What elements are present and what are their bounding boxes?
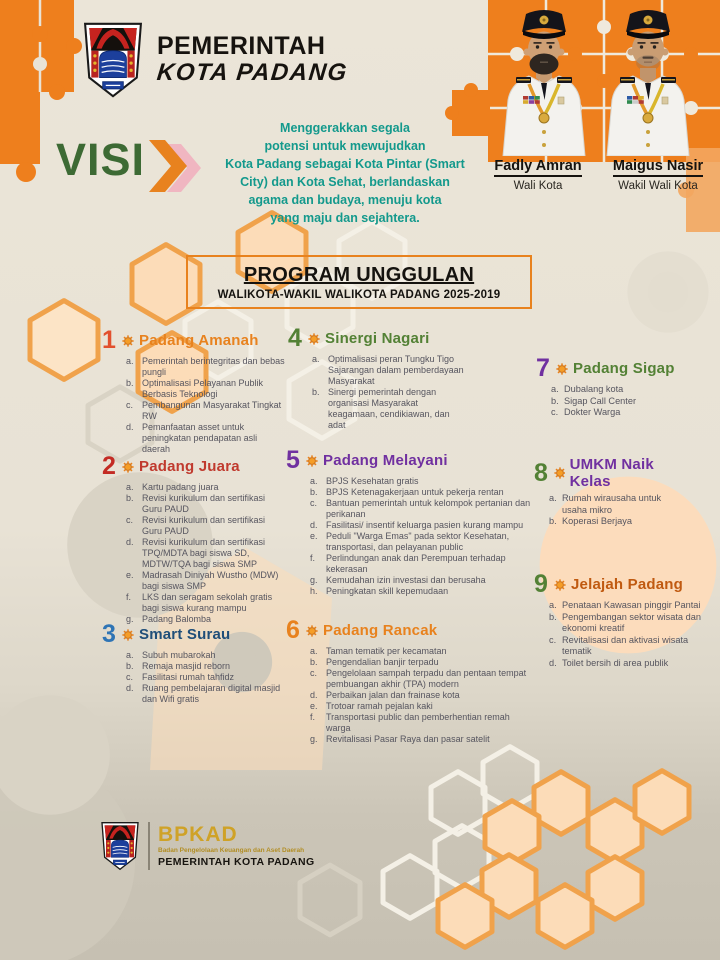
program-sublist [534, 493, 684, 528]
program-item-2 [102, 454, 286, 625]
star-bullet-icon [556, 363, 568, 375]
program-item-3 [102, 622, 286, 705]
program-subitem: a. Pemerintah berintegritas dan bebas pungli [126, 356, 285, 377]
mayor-name: Fadly Amran [494, 158, 581, 177]
bpkad-org: PEMERINTAH KOTA PADANG [158, 856, 315, 868]
program-item-7 [536, 356, 686, 419]
program-subitem: a. Subuh mubarokah [126, 650, 216, 660]
program-heading [536, 356, 686, 381]
program-heading [288, 326, 468, 351]
program-subitem: b. Koperasi Berjaya [549, 516, 632, 526]
star-bullet-icon [122, 629, 134, 641]
program-name: UMKM Naik Kelas [569, 456, 654, 490]
program-sublist [534, 600, 710, 669]
program-sublist [102, 650, 286, 705]
program-item-5 [286, 448, 534, 597]
program-subtitle: WALIKOTA-WAKIL WALIKOTA PADANG 2025-2019 [217, 288, 501, 301]
program-subitem: e. Trotoar ramah pejalan kaki [310, 701, 433, 711]
program-subitem: a. Kartu padang juara [126, 482, 219, 492]
program-sublist [286, 646, 534, 745]
program-name: Padang Rancak [323, 622, 438, 639]
program-subitem: g. Kemudahan izin investasi dan berusaha [310, 575, 486, 585]
program-sublist [536, 384, 686, 419]
program-subitem: b. Sigap Call Center [551, 395, 637, 406]
program-subitem: g. Revitalisasi Pasar Raya dan pasar satelit [310, 734, 490, 744]
program-subitem: d. Toilet bersih di area publik [549, 657, 669, 668]
star-bullet-icon [306, 625, 318, 637]
program-number: 1 [102, 326, 116, 354]
program-subitem: c. Dokter Warga [551, 407, 621, 417]
program-subitem: d. Fasilitasi/ insentif keluarga pasien kurang mampu [310, 520, 524, 530]
program-sublist [288, 354, 468, 431]
org-name-line1: PEMERINTAH [157, 31, 326, 60]
visi-text: Menggerakkan segala potensi untuk mewujudkan Kota Padang sebagai Kota Pintar (Smart City) dan Kota Sehat, berlandaskan agama dan budaya, menuju kota yang maju dan sejahtera. [225, 121, 465, 225]
program-subitem: b. Pengendalian banjir terpadu [310, 657, 439, 667]
program-number: 9 [534, 570, 548, 598]
program-item-8 [534, 456, 684, 528]
program-subitem: c. Revitalisasi dan aktivasi wisata tematik [549, 634, 689, 656]
program-subitem: a. BPJS Kesehatan gratis [310, 476, 419, 486]
program-subitem: c. Fasilitasi rumah tahfidz [126, 672, 235, 682]
program-number: 8 [534, 458, 548, 487]
program-subitem: d. Ruang pembelajaran digital masjid dan Wifi gratis [126, 683, 281, 704]
program-title-box [186, 255, 532, 309]
star-bullet-icon [554, 467, 565, 479]
program-number: 7 [536, 354, 550, 382]
program-subitem: b. Pengembangan sektor wisata dan ekonomi kreatif [549, 611, 701, 633]
mayor-name-block [478, 157, 598, 192]
org-name-line2: KOTA PADANG [155, 59, 350, 87]
program-name: Padang Sigap [573, 360, 675, 377]
program-number: 5 [286, 446, 300, 474]
mayor-title: Wali Kota [513, 180, 563, 192]
visi-label: VISI [56, 134, 146, 185]
bpkad-footer [100, 820, 315, 872]
program-subitem: a. Penataan Kawasan pinggir Pantai [549, 600, 701, 610]
program-name: Sinergi Nagari [325, 330, 430, 347]
bpkad-full-name: Badan Pengelolaan Keuangan dan Aset Daerah [158, 847, 305, 854]
program-item-1 [102, 328, 286, 455]
program-name: Smart Surau [139, 626, 231, 643]
footer-divider [148, 822, 150, 870]
program-heading [102, 328, 286, 353]
program-columns [102, 322, 720, 902]
program-item-9 [534, 572, 710, 669]
star-bullet-icon [306, 455, 318, 467]
chevron-arrows-icon [147, 138, 209, 194]
program-heading [286, 618, 534, 643]
program-number: 4 [288, 324, 302, 352]
program-sublist [102, 482, 286, 625]
program-subitem: h. Peningkatan skill kepemudaan [310, 586, 449, 596]
star-bullet-icon [308, 333, 320, 345]
program-item-6 [286, 618, 534, 745]
program-subitem: c. Revisi kurikulum dan sertifikasi Guru PAUD [126, 515, 266, 536]
officials-names [478, 157, 718, 192]
vice-mayor-name-block [598, 157, 718, 192]
program-subitem: g. Padang Balomba [126, 614, 212, 624]
program-subitem: c. Bantuan pemerintah untuk kelompok pertanian dan perikanan [310, 498, 531, 519]
bpkad-text-block [158, 824, 315, 868]
bpkad-abbr: BPKAD [158, 823, 238, 846]
program-subitem: d. Perbaikan jalan dan frainase kota [310, 690, 460, 700]
program-number: 3 [102, 620, 116, 648]
program-heading [534, 456, 684, 490]
program-name: Padang Juara [139, 458, 240, 475]
mayor-figure [503, 10, 585, 156]
program-name: Jelajah Padang [571, 576, 684, 593]
vice-mayor-figure [607, 10, 689, 156]
bpkad-city-logo [100, 820, 140, 872]
program-subitem: b. Optimalisasi Pelayanan Publik Berbasis Teknologi [126, 378, 264, 399]
program-name: Padang Melayani [323, 452, 448, 469]
vice-mayor-name: Maigus Nasir [613, 158, 703, 177]
officials-photo [478, 6, 716, 156]
program-subitem: b. Sinergi pemerintah dengan organisasi Masyarakat keagamaan, cendikiawan, dan adat [312, 387, 450, 430]
program-subitem: e. Madrasah Diniyah Wustho (MDW) bagi siswa SMP [126, 570, 279, 591]
program-name: Padang Amanah [139, 332, 259, 349]
program-heading [102, 454, 286, 479]
program-number: 2 [102, 452, 116, 480]
org-name [157, 33, 348, 87]
padang-city-logo [82, 20, 144, 100]
program-subitem: b. Revisi kurikulum dan sertifikasi Guru PAUD [126, 493, 266, 514]
program-subitem: a. Dubalang kota [551, 384, 624, 394]
star-bullet-icon [122, 335, 134, 347]
program-subitem: f. Perlindungan anak dan Perempuan terhadap kekerasan [310, 553, 506, 574]
program-subitem: b. Remaja masjid reborn [126, 661, 231, 671]
program-subitem: c. Pengelolaan sampah terpadu dan pentaan tempat pembuangan akhir (TPA) modern [310, 668, 527, 689]
program-subitem: a. Optimalisasi peran Tungku Tigo Sajarangan dalam pemberdayaan Masyarakat [312, 354, 464, 386]
program-heading [534, 572, 710, 597]
program-subitem: f. LKS dan seragam sekolah gratis bagi siswa kurang mampu [126, 592, 273, 613]
program-sublist [102, 356, 286, 455]
program-sublist [286, 476, 534, 597]
program-subitem: e. Peduli "Warga Emas" pada sektor Kesehatan, transportasi, dan pelayanan public [310, 531, 510, 552]
program-item-4 [288, 326, 468, 431]
program-subitem: c. Pembangunan Masyarakat Tingkat RW [126, 400, 282, 421]
star-bullet-icon [554, 579, 566, 591]
program-heading [102, 622, 286, 647]
program-subitem: d. Pemanfaatan asset untuk peningkatan pendapatan asli daerah [126, 422, 258, 454]
program-heading [286, 448, 534, 473]
program-subitem: b. BPJS Ketenagakerjaan untuk pekerja rentan [310, 487, 504, 497]
program-subitem: a. Rumah wirausaha untuk usaha mikro [549, 493, 662, 515]
program-number: 6 [286, 616, 300, 644]
star-bullet-icon [122, 461, 134, 473]
program-subitem: f. Transportasi public dan pemberhentian remah warga [310, 712, 510, 733]
vice-mayor-title: Wakil Wali Kota [618, 180, 698, 192]
header [82, 20, 348, 100]
program-subitem: d. Revisi kurikulum dan sertifikasi TPQ/MDTA bagi siswa SD, MDTW/TQA bagi siswa SMP [126, 537, 266, 569]
program-title: PROGRAM UNGGULAN [243, 263, 475, 286]
program-subitem: a. Taman tematik per kecamatan [310, 646, 447, 656]
